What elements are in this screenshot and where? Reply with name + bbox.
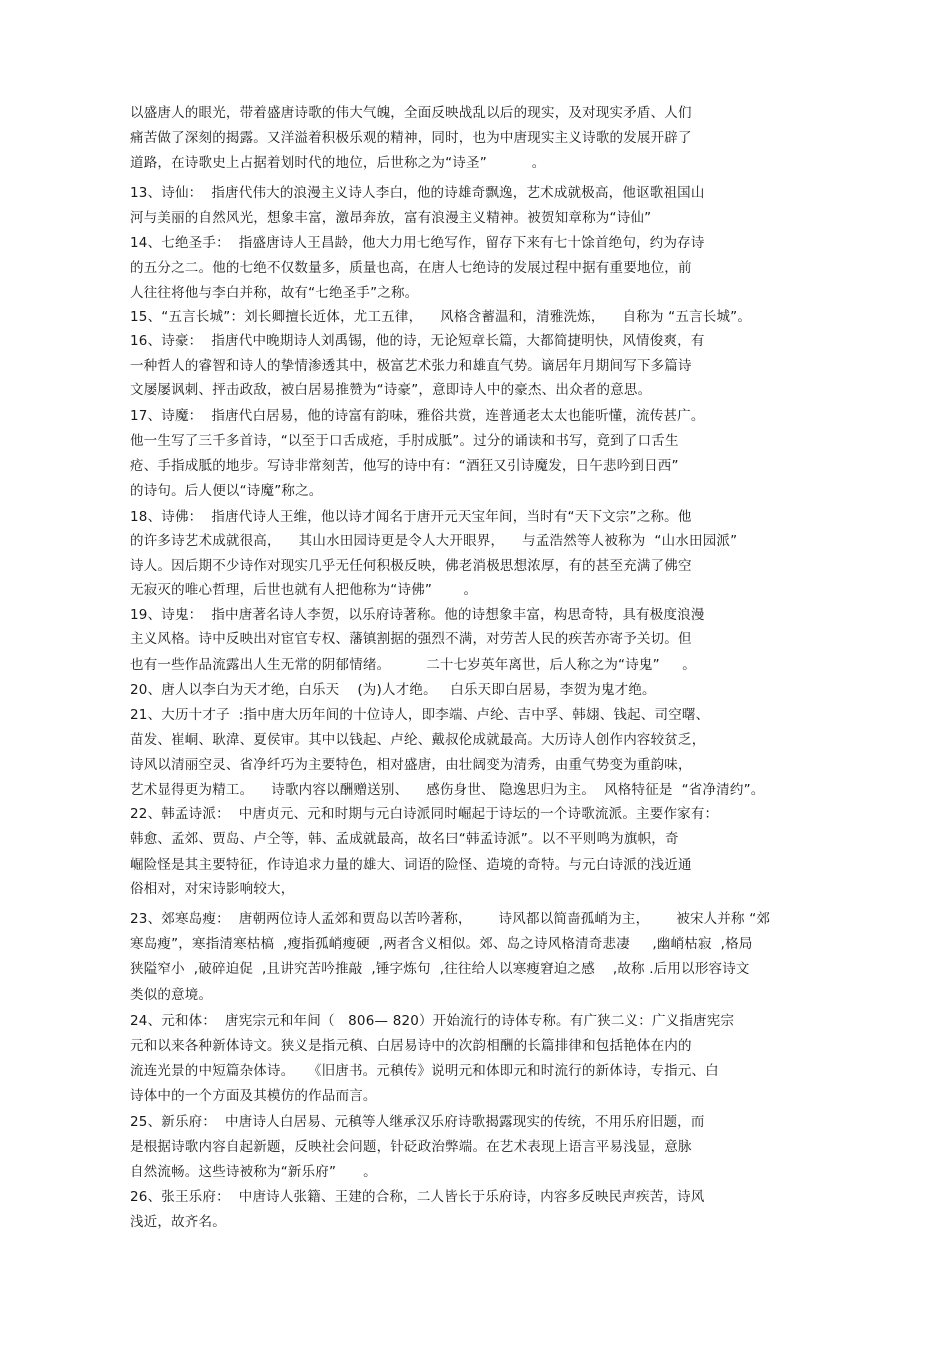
text-line: 寒岛瘦”，寒指清寒枯槁 ,瘦指孤峭瘦硬 ,两者含义相似。郊、岛之诗风格清奇悲凄 ,幽峭枯寂 ,格局: [130, 936, 753, 952]
text-line: 是根据诗歌内容自起新题，反映社会问题，针砭政治弊端。在艺术表现上语言平易浅显，意脉: [130, 1139, 692, 1155]
text-line: 25、新乐府： 中唐诗人白居易、元稹等人继承汉乐府诗歌揭露现实的传统，不用乐府旧题，而: [130, 1114, 705, 1130]
text-line: 文屡屡讽刺、抨击政敌，被白居易推赞为“诗豪”，意即诗人中的豪杰、出众者的意思。: [130, 382, 652, 398]
text-line: 浅近，故齐名。: [130, 1214, 226, 1230]
text-line: 20、唐人以李白为天才绝，白乐天 (为)人才绝。 白乐天即白居易，李贺为鬼才绝。: [130, 682, 656, 698]
text-line: 艺术显得更为精工。 诗歌内容以酬赠送别、 感伤身世、 隐逸思归为主。 风格特征是 “省净清约”。: [130, 782, 765, 798]
text-line: 主义风格。诗中反映出对宦官专权、藩镇割据的强烈不满，对劳苦人民的疾苦亦寄予关切。但: [130, 631, 692, 647]
text-line: 的许多诗艺术成就很高， 其山水田园诗更是令人大开眼界， 与孟浩然等人被称为 “山水田园派”: [130, 533, 738, 549]
text-line: 疮、手指成胝的地步。写诗非常刻苦，他写的诗中有：“酒狂又引诗魔发，日午悲吟到日西”: [130, 458, 679, 474]
text-line: 的五分之二。他的七绝不仅数量多，质量也高，在唐人七绝诗的发展过程中据有重要地位，前: [130, 260, 692, 276]
text-line: 自然流畅。这些诗被称为“新乐府” 。: [130, 1164, 377, 1180]
text-line: 24、元和体： 唐宪宗元和年间（ 806— 820）开始流行的诗体专称。有广狭二义：广义指唐宪宗: [130, 1013, 735, 1029]
text-line: 韩愈、孟郊、贾岛、卢仝等，韩、孟成就最高，故名曰“韩孟诗派”。以不平则鸣为旗帜，奇: [130, 831, 679, 847]
text-line: 苗发、崔峒、耿湋、夏侯审。其中以钱起、卢纶、戴叔伦成就最高。大历诗人创作内容较贫乏，: [130, 732, 706, 748]
text-line: 16、诗豪： 指唐代中晚期诗人刘禹锡，他的诗，无论短章长篇，大都简捷明快，风情俊爽，有: [130, 333, 705, 349]
text-line: 人往往将他与李白并称，故有“七绝圣手”之称。: [130, 285, 419, 301]
text-line: 流连光景的中短篇杂体诗。 《旧唐书。元稹传》说明元和体即元和时流行的新体诗，专指元、白: [130, 1063, 719, 1079]
text-line: 他一生写了三千多首诗，“以至于口舌成疮，手肘成胝”。过分的诵读和书写，竟到了口舌生: [130, 433, 679, 449]
text-line: 类似的意境。: [130, 987, 213, 1003]
text-line: 14、七绝圣手： 指盛唐诗人王昌龄，他大力用七绝写作，留存下来有七十馀首绝句，约为存诗: [130, 235, 705, 251]
text-line: 22、韩孟诗派： 中唐贞元、元和时期与元白诗派同时崛起于诗坛的一个诗歌流派。主要作家有：: [130, 806, 719, 822]
text-line: 17、诗魔： 指唐代白居易，他的诗富有韵味，雅俗共赏，连普通老太太也能听懂，流传甚广。: [130, 408, 705, 424]
text-line: 诗体中的一个方面及其模仿的作品而言。: [130, 1088, 377, 1104]
text-line: 诗风以清丽空灵、省净纤巧为主要特色，相对盛唐，由壮阔变为清秀，由重气势变为重韵味，: [130, 757, 692, 773]
text-line: 诗人。因后期不少诗作对现实几乎无任何积极反映，佛老消极思想浓厚，有的甚至充满了佛空: [130, 558, 692, 574]
text-line: 的诗句。后人便以“诗魔”称之。: [130, 483, 323, 499]
text-line: 23、郊寒岛瘦： 唐朝两位诗人孟郊和贾岛以苦吟著称， 诗风都以简啬孤峭为主， 被宋人并称 “郊: [130, 911, 771, 927]
text-line: 痛苦做了深刻的揭露。又洋溢着积极乐观的精神，同时，也为中唐现实主义诗歌的发展开辟了: [130, 130, 692, 146]
text-line: 15、“五言长城”：刘长卿擅长近体，尤工五律， 风格含蓄温和，清雅洗炼， 自称为 “五言长城”。: [130, 309, 752, 325]
text-line: 崛险怪是其主要特征，作诗追求力量的雄大、词语的险怪、造境的奇特。与元白诗派的浅近通: [130, 857, 692, 873]
text-line: 26、张王乐府： 中唐诗人张籍、王建的合称，二人皆长于乐府诗，内容多反映民声疾苦，诗风: [130, 1189, 705, 1205]
text-line: 无寂灭的唯心哲理，后世也就有人把他称为“诗佛” 。: [130, 582, 478, 598]
text-line: 元和以来各种新体诗文。狭义是指元稹、白居易诗中的次韵相酬的长篇排律和包括艳体在内的: [130, 1038, 692, 1054]
text-line: 13、诗仙： 指唐代伟大的浪漫主义诗人李白，他的诗雄奇飘逸，艺术成就极高，他讴歌祖国山: [130, 185, 705, 201]
text-line: 19、诗鬼： 指中唐著名诗人李贺，以乐府诗著称。他的诗想象丰富，构思奇特，具有极度浪漫: [130, 607, 705, 623]
text-line: 18、诗佛： 指唐代诗人王维，他以诗才闻名于唐开元天宝年间，当时有“天下文宗”之称。他: [130, 509, 692, 525]
text-line: 以盛唐人的眼光，带着盛唐诗歌的伟大气魄，全面反映战乱以后的现实，及对现实矛盾、人们: [130, 105, 692, 121]
text-line: 河与美丽的自然风光，想象丰富，激昂奔放，富有浪漫主义精神。被贺知章称为“诗仙”: [130, 210, 652, 226]
text-line: 狭隘窄小 ,破碎迫促 ,且讲究苦吟推敲 ,锤字炼句 ,往往给人以寒瘦窘迫之感 ,故称 .后用以形容诗文: [130, 961, 750, 977]
text-line: 21、大历十才子 :指中唐大历年间的十位诗人，即李端、卢纶、吉中孚、韩翃、钱起、司空曙、: [130, 707, 710, 723]
text-line: 也有一些作品流露出人生无常的阴郁情绪。 二十七岁英年离世，后人称之为“诗鬼” 。: [130, 657, 696, 673]
text-line: 俗相对，对宋诗影响较大，: [130, 881, 295, 897]
text-line: 一种哲人的睿智和诗人的挚情渗透其中，极富艺术张力和雄直气势。谪居年月期间写下多篇诗: [130, 358, 692, 374]
text-line: 道路，在诗歌史上占据着划时代的地位，后世称之为“诗圣” 。: [130, 155, 546, 171]
